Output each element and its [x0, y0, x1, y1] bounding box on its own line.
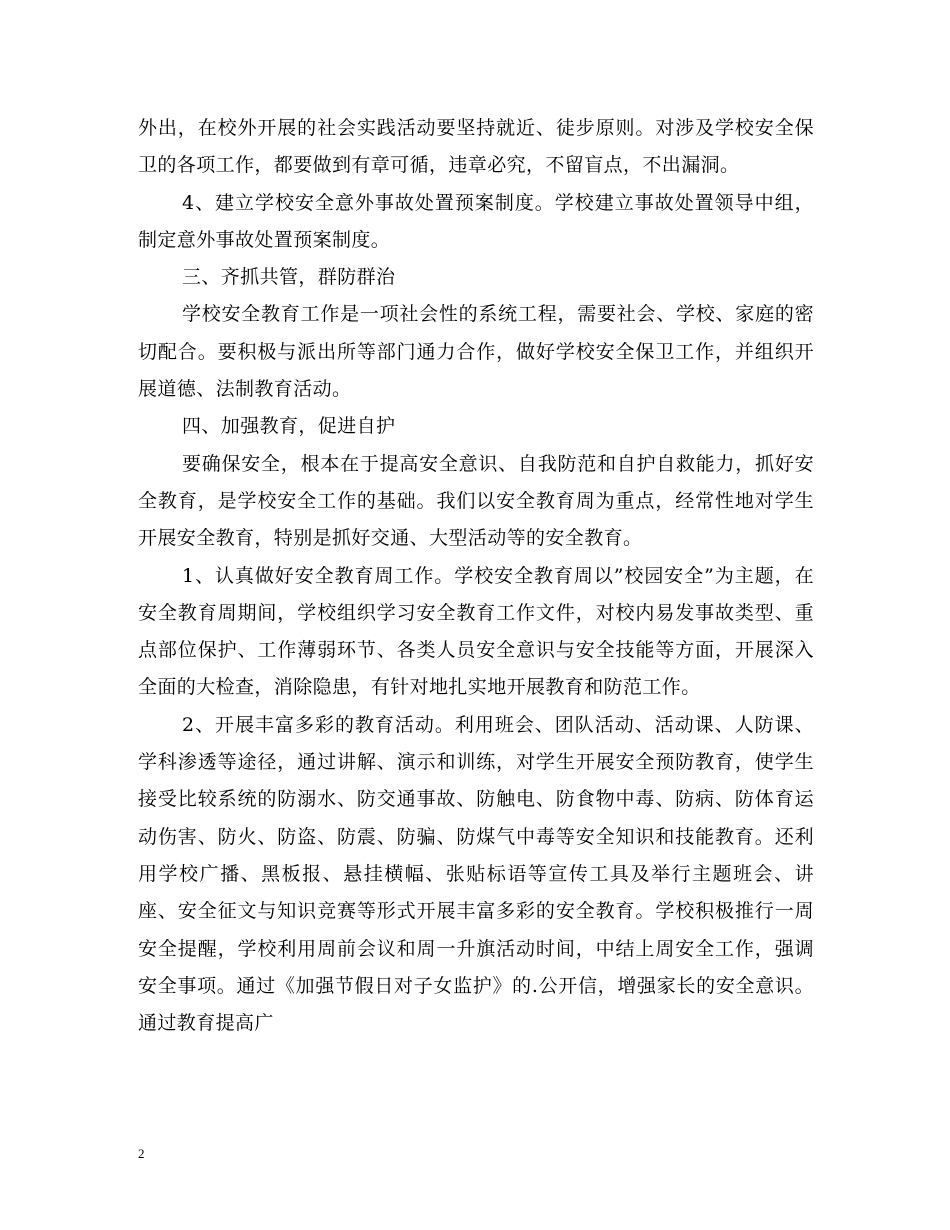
section-heading: 三、齐抓共管，群防群治	[182, 266, 396, 289]
paragraph: 2、开展丰富多彩的教育活动。利用班会、团队活动、活动课、人防课、学科渗透等途径，通过讲解、演示和训练，对学生开展安全预防教育，使学生接受比较系统的防溺水、防交通事故、防触电、防食物中毒、防病、防体育运动伤害、防火、防盗、防震、防骗、防煤气中毒等安全知识和技能教育。还利用学校广播、黑板报、悬挂横幅、张贴标语等宣传工具及举行主题班会、讲座、安全征文与知识竞赛等形式开展丰富多彩的安全教育。学校积极推行一周安全提醒，学校利用周前会议和周一升旗活动时间，中结上周安全工作，强调安全事项。通过《加强节假日对子女监护》的.公开信，增强家长的安全意识。通过教育提高广	[138, 713, 814, 1035]
page-number: 2	[138, 1146, 145, 1161]
section-heading: 四、加强教育，促进自护	[182, 415, 396, 438]
paragraph: 学校安全教育工作是一项社会性的系统工程，需要社会、学校、家庭的密切配合。要积极与派出所等部门通力合作，做好学校安全保卫工作，并组织开展道德、法制教育活动。	[138, 303, 814, 401]
page-body	[138, 110, 814, 1042]
paragraph: 要确保安全，根本在于提高安全意识、自我防范和自护自救能力，抓好安全教育，是学校安全工作的基础。我们以安全教育周为重点，经常性地对学生开展安全教育，特别是抓好交通、大型活动等的安全教育。	[138, 452, 814, 550]
paragraph: 外出，在校外开展的社会实践活动要坚持就近、徒步原则。对涉及学校安全保卫的各项工作，都要做到有章可循，违章必究，不留盲点，不出漏洞。	[138, 117, 814, 177]
paragraph: 4、建立学校安全意外事故处置预案制度。学校建立事故处置领导中组，制定意外事故处置预案制度。	[138, 191, 814, 251]
paragraph: 1、认真做好安全教育周工作。学校安全教育周以”校园安全”为主题，在安全教育周期间，学校组织学习安全教育工作文件，对校内易发事故类型、重点部位保护、工作薄弱环节、各类人员安全意识与安全技能等方面，开展深入全面的大检查，消除隐患，有针对地扎实地开展教育和防范工作。	[138, 564, 814, 699]
